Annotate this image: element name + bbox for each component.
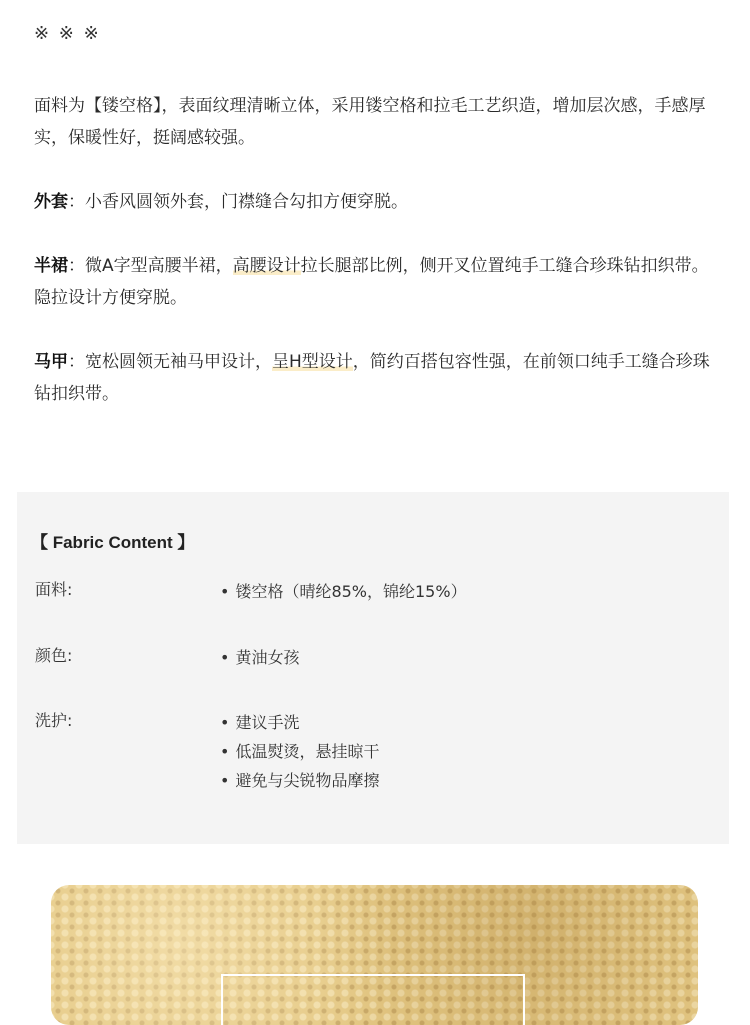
skirt-highlight: 高腰设计: [232, 256, 301, 276]
vest-highlight: 呈H型设计: [272, 352, 353, 372]
spec-value: • 避免与尖锐物品摩擦: [220, 766, 379, 795]
spec-label-color: 颜色:: [35, 646, 73, 665]
spec-value: • 建议手洗: [220, 708, 379, 737]
spec-label-care: 洗护:: [35, 711, 73, 730]
fabric-texture-photo: [51, 885, 698, 1025]
vest-text-after: ，简约百搭包容性强，在前领口纯手工缝合珍珠钻扣织带。: [34, 352, 710, 404]
skirt-paragraph: [34, 250, 724, 314]
spec-values-fabric: [220, 577, 467, 606]
product-description: [34, 20, 724, 404]
vest-label: 马甲: [34, 352, 68, 372]
vest-paragraph: [34, 346, 724, 410]
outer-coat-label: 外套: [34, 192, 68, 212]
fabric-content-panel: [17, 492, 729, 844]
spec-value: • 低温熨烫，悬挂晾干: [220, 737, 379, 766]
outer-coat-paragraph: [34, 186, 724, 218]
fabric-content-title: 【 Fabric Content 】: [31, 533, 195, 552]
spec-values-color: [220, 643, 299, 672]
decorative-marks: ※ ※ ※: [34, 23, 101, 44]
vest-text-before: ：宽松圆领无袖马甲设计，: [68, 352, 272, 372]
skirt-label: 半裙: [34, 256, 68, 276]
spec-value: • 黄油女孩: [220, 643, 299, 672]
spec-value: • 镂空格（晴纶85%，锦纶15%）: [220, 577, 467, 606]
spec-label-fabric: 面料:: [35, 580, 73, 599]
fabric-intro-paragraph: 面料为【镂空格】，表面纹理清晰立体，采用镂空格和拉毛工艺织造，增加层次感，手感厚实，保暖性好，挺阔感较强。: [34, 96, 706, 148]
skirt-text-before: ：微A字型高腰半裙，: [68, 256, 233, 276]
skirt-text-after: 拉长腿部比例，侧开叉位置纯手工缝合珍珠钻扣织带。隐拉设计方便穿脱。: [34, 256, 709, 308]
outer-coat-text: ：小香风圆领外套，门襟缝合勾扣方便穿脱。: [68, 192, 408, 212]
spec-values-care: [220, 708, 379, 795]
